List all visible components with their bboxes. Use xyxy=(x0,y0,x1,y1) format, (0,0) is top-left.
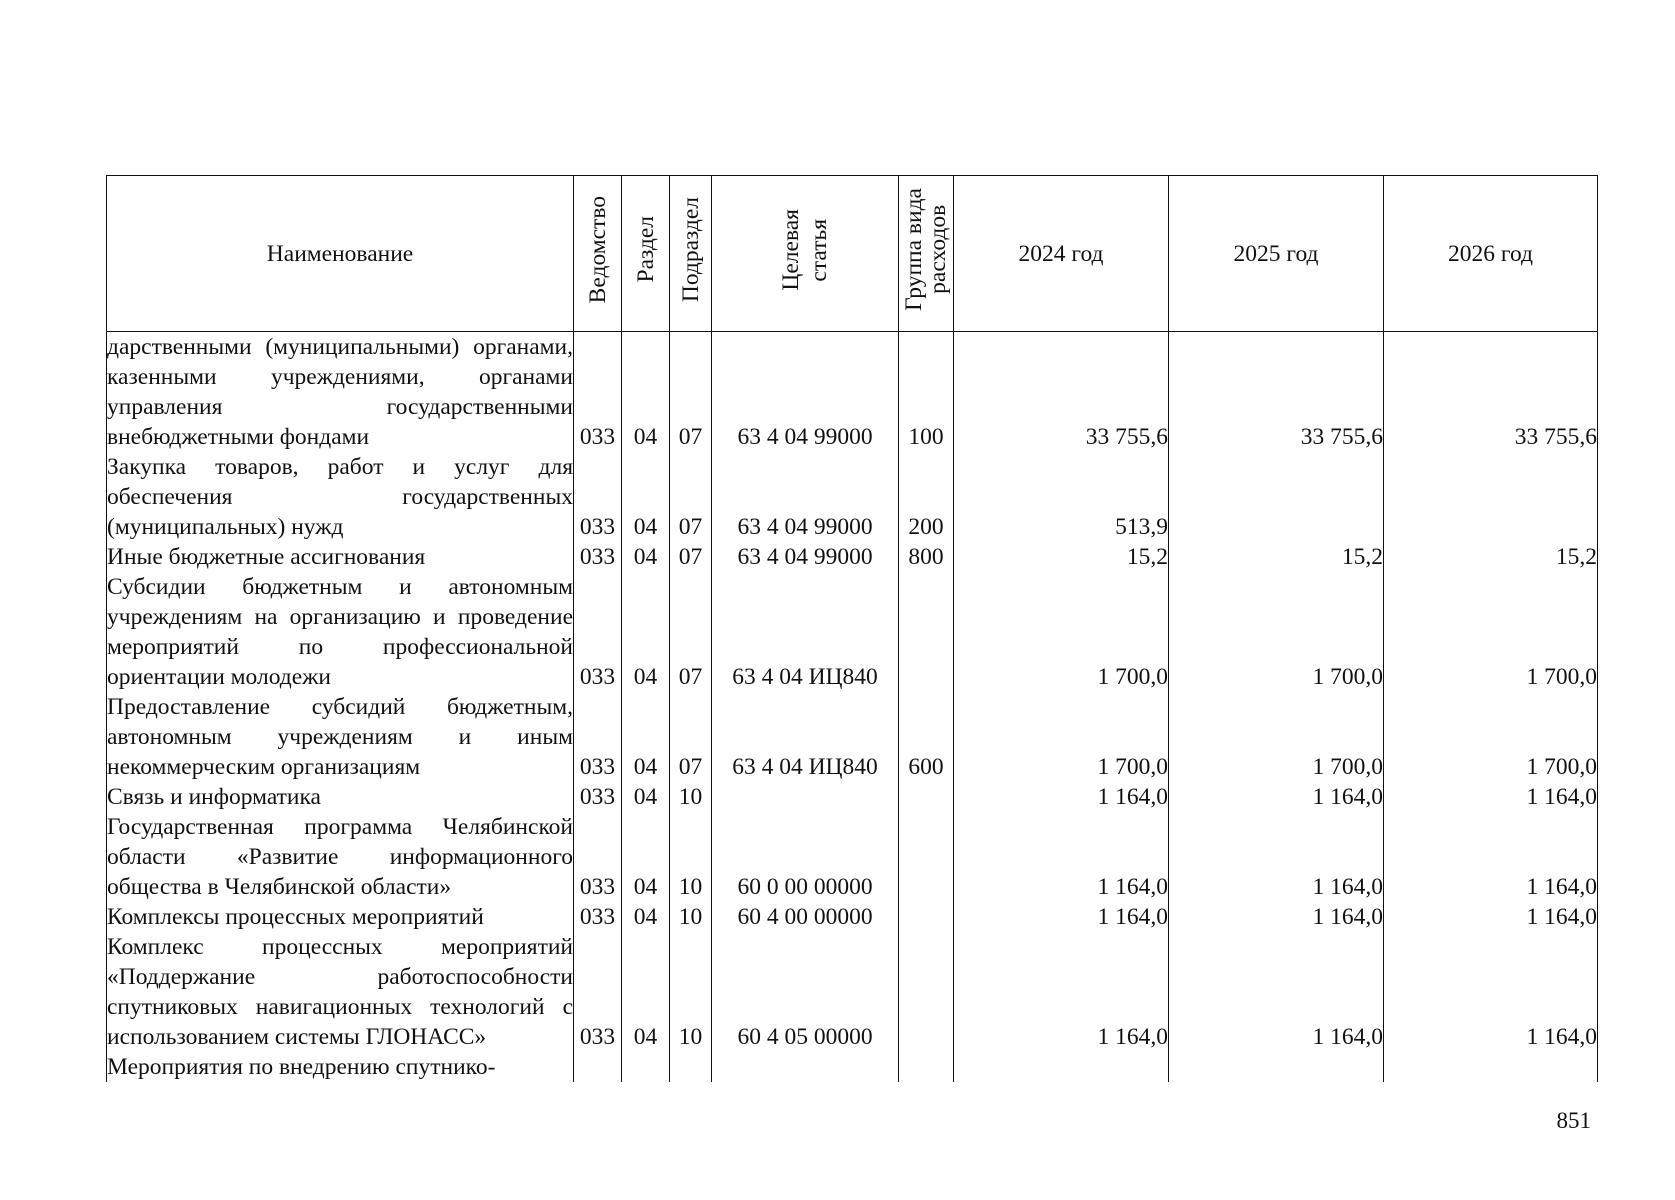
row-subsection-cell: 07 xyxy=(670,452,712,542)
row-2026-cell: 15,2 xyxy=(1384,542,1598,572)
row-2024-cell: 1 700,0 xyxy=(954,572,1169,692)
row-subsection-cell xyxy=(670,1052,712,1082)
row-subsection-cell: 07 xyxy=(670,572,712,692)
row-2025-cell: 1 700,0 xyxy=(1169,572,1384,692)
row-target-cell xyxy=(712,782,899,812)
table-row xyxy=(107,812,1598,902)
row-2024-cell: 1 700,0 xyxy=(954,692,1169,782)
row-section-cell: 04 xyxy=(622,572,670,692)
row-2024-cell: 513,9 xyxy=(954,452,1169,542)
row-group-cell: 100 xyxy=(899,332,954,453)
row-subsection-cell: 10 xyxy=(670,902,712,932)
header-2026: 2026 год xyxy=(1384,176,1598,332)
row-section-cell xyxy=(622,1052,670,1082)
header-name: Наименование xyxy=(107,176,574,332)
row-name-cell: Связь и информатика xyxy=(107,782,574,812)
table-row xyxy=(107,542,1598,572)
row-target-cell: 63 4 04 ИЦ840 xyxy=(712,692,899,782)
table-header-row xyxy=(107,176,1598,332)
row-2025-cell xyxy=(1169,452,1384,542)
table-row xyxy=(107,782,1598,812)
row-dept-cell: 033 xyxy=(574,812,622,902)
row-2026-cell xyxy=(1384,452,1598,542)
row-subsection-cell: 10 xyxy=(670,782,712,812)
header-2024: 2024 год xyxy=(954,176,1169,332)
page-number: 851 xyxy=(1556,1108,1591,1133)
row-2025-cell: 1 164,0 xyxy=(1169,782,1384,812)
row-2025-cell: 15,2 xyxy=(1169,542,1384,572)
row-section-cell: 04 xyxy=(622,782,670,812)
row-name-cell: Комплекс процессных мероприятий «Поддержание работоспособности спутниковых навигационных технологий с использованием системы ГЛОНАСС» xyxy=(107,934,573,1050)
row-target-cell: 63 4 04 99000 xyxy=(712,332,899,453)
row-section-cell: 04 xyxy=(622,692,670,782)
row-2026-cell: 1 164,0 xyxy=(1384,782,1598,812)
row-2025-cell: 1 164,0 xyxy=(1169,932,1384,1052)
row-2025-cell: 1 164,0 xyxy=(1169,902,1384,932)
table-row xyxy=(107,692,1598,782)
budget-table xyxy=(106,175,1598,1082)
header-group: Группа вида расходов xyxy=(899,176,954,332)
row-group-cell: 200 xyxy=(899,452,954,542)
row-dept-cell: 033 xyxy=(574,332,622,453)
row-2026-cell: 1 164,0 xyxy=(1384,812,1598,902)
row-2026-cell: 1 164,0 xyxy=(1384,932,1598,1052)
table-row xyxy=(107,902,1598,932)
row-section-cell: 04 xyxy=(622,452,670,542)
row-group-cell xyxy=(899,572,954,692)
table-row xyxy=(107,932,1598,1052)
row-2024-cell: 1 164,0 xyxy=(954,812,1169,902)
table-row xyxy=(107,332,1598,453)
row-2024-cell: 1 164,0 xyxy=(954,902,1169,932)
row-group-cell: 800 xyxy=(899,542,954,572)
row-2026-cell xyxy=(1384,1052,1598,1082)
row-target-cell xyxy=(712,1052,899,1082)
row-subsection-cell: 07 xyxy=(670,692,712,782)
row-name-cell: Субсидии бюджетным и автономным учреждениям на организацию и проведение мероприятий по профессиональной ориентации молодежи xyxy=(107,574,573,690)
row-target-cell: 60 4 05 00000 xyxy=(712,932,899,1052)
row-group-cell xyxy=(899,782,954,812)
row-2026-cell: 1 700,0 xyxy=(1384,692,1598,782)
row-name-cell: дарственными (муниципальными) органами, казенными учреждениями, органами управления государственными внебюджетными фондами xyxy=(107,332,574,453)
table-row xyxy=(107,452,1598,542)
row-2025-cell: 33 755,6 xyxy=(1169,332,1384,453)
row-2025-cell: 1 164,0 xyxy=(1169,812,1384,902)
row-subsection-cell: 07 xyxy=(670,542,712,572)
header-target: Целевая статья xyxy=(712,176,899,332)
row-dept-cell: 033 xyxy=(574,932,622,1052)
row-dept-cell xyxy=(574,1052,622,1082)
header-2025: 2025 год xyxy=(1169,176,1384,332)
row-group-cell xyxy=(899,812,954,902)
row-target-cell: 60 0 00 00000 xyxy=(712,812,899,902)
row-target-cell: 63 4 04 99000 xyxy=(712,542,899,572)
row-section-cell: 04 xyxy=(622,542,670,572)
row-group-cell xyxy=(899,932,954,1052)
row-name-cell: Предоставление субсидий бюджетным, автономным учреждениям и иным некоммерческим организациям xyxy=(107,694,573,780)
row-group-cell xyxy=(899,902,954,932)
row-group-cell: 600 xyxy=(899,692,954,782)
row-2024-cell: 1 164,0 xyxy=(954,782,1169,812)
header-section: Раздел xyxy=(622,176,670,332)
row-section-cell: 04 xyxy=(622,332,670,453)
row-dept-cell: 033 xyxy=(574,692,622,782)
row-name-cell: Иные бюджетные ассигнования xyxy=(107,542,574,572)
row-target-cell: 63 4 04 99000 xyxy=(712,452,899,542)
row-name-cell: Закупка товаров, работ и услуг для обеспечения государственных (муниципальных) нужд xyxy=(107,454,573,540)
row-group-cell xyxy=(899,1052,954,1082)
row-dept-cell: 033 xyxy=(574,452,622,542)
row-2024-cell: 1 164,0 xyxy=(954,932,1169,1052)
header-dept: Ведомство xyxy=(574,176,622,332)
table-body xyxy=(107,332,1598,1083)
row-subsection-cell: 07 xyxy=(670,332,712,453)
row-subsection-cell: 10 xyxy=(670,932,712,1052)
row-2024-cell: 15,2 xyxy=(954,542,1169,572)
row-dept-cell: 033 xyxy=(574,572,622,692)
row-dept-cell: 033 xyxy=(574,902,622,932)
row-section-cell: 04 xyxy=(622,812,670,902)
row-dept-cell: 033 xyxy=(574,782,622,812)
row-name-cell: Государственная программа Челябинской области «Развитие информационного общества в Челябинской области» xyxy=(107,814,573,900)
row-target-cell: 63 4 04 ИЦ840 xyxy=(712,572,899,692)
row-subsection-cell: 10 xyxy=(670,812,712,902)
table-row xyxy=(107,572,1598,692)
row-dept-cell: 033 xyxy=(574,542,622,572)
table-row xyxy=(107,1052,1598,1082)
row-section-cell: 04 xyxy=(622,902,670,932)
row-2025-cell xyxy=(1169,1052,1384,1082)
header-subsection: Подраздел xyxy=(670,176,712,332)
row-section-cell: 04 xyxy=(622,932,670,1052)
row-2026-cell: 1 700,0 xyxy=(1384,572,1598,692)
row-2025-cell: 1 700,0 xyxy=(1169,692,1384,782)
row-target-cell: 60 4 00 00000 xyxy=(712,902,899,932)
row-name-cell: Комплексы процессных мероприятий xyxy=(107,902,574,932)
row-2024-cell: 33 755,6 xyxy=(954,332,1169,453)
row-2026-cell: 33 755,6 xyxy=(1384,332,1598,453)
row-name-cell: Мероприятия по внедрению спутнико- xyxy=(107,1052,574,1082)
row-2024-cell xyxy=(954,1052,1169,1082)
row-2026-cell: 1 164,0 xyxy=(1384,902,1598,932)
